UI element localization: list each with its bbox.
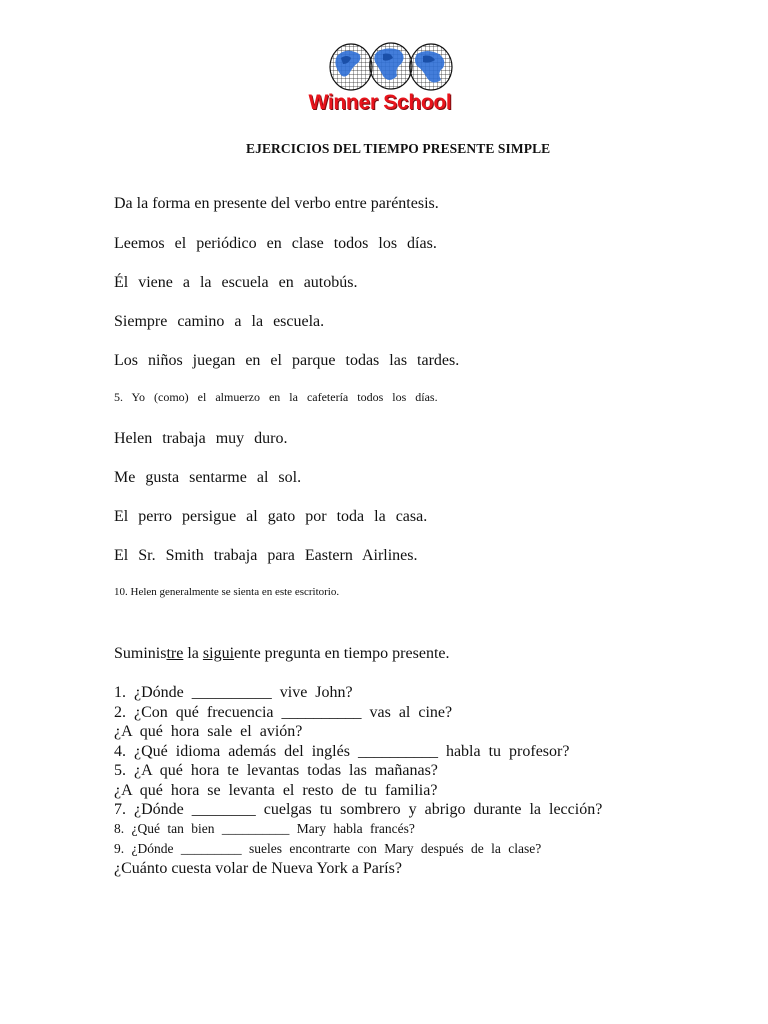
question-item: 9. ¿Dónde _________ sueles encontrarte con Mary después de la clase?: [114, 841, 542, 856]
school-name: Winner School: [308, 91, 452, 114]
part2-instruction: [114, 645, 449, 663]
question-item: ¿A qué hora se levanta el resto de tu familia?: [114, 782, 438, 799]
exercise-item: Me gusta sentarme al sol.: [114, 469, 302, 486]
exercise-item: 5. Yo (como) el almuerzo en la cafetería todos los días.: [114, 390, 438, 404]
instruction-text-underlined: sigui: [202, 645, 235, 662]
question-item: 5. ¿A qué hora te levantas todas las mañanas?: [114, 762, 438, 779]
instruction-text-underlined: tre: [166, 645, 184, 662]
instruction-text: ente pregunta en tiempo presente.: [234, 645, 450, 662]
instruction-text: Suminis: [114, 645, 167, 662]
question-item: 1. ¿Dónde __________ vive John?: [114, 684, 353, 701]
question-item: 4. ¿Qué idioma además del inglés __________ habla tu profesor?: [114, 743, 570, 760]
question-item: ¿Cuánto cuesta volar de Nueva York a París?: [114, 860, 402, 877]
world-map-globes-icon: [329, 42, 453, 92]
exercise-item: Los niños juegan en el parque todas las tardes.: [114, 352, 460, 369]
exercise-item: Leemos el periódico en clase todos los días.: [114, 235, 437, 252]
exercise-item: Siempre camino a la escuela.: [114, 313, 325, 330]
page-title: EJERCICIOS DEL TIEMPO PRESENTE SIMPLE: [246, 141, 551, 156]
instruction-text: la: [183, 645, 203, 662]
exercise-item: El Sr. Smith trabaja para Eastern Airlines.: [114, 547, 418, 564]
question-item: 8. ¿Qué tan bien __________ Mary habla francés?: [114, 821, 415, 836]
question-item: 7. ¿Dónde ________ cuelgas tu sombrero y abrigo durante la lección?: [114, 801, 603, 818]
question-item: 2. ¿Con qué frecuencia __________ vas al cine?: [114, 704, 453, 721]
part1-instruction: Da la forma en presente del verbo entre paréntesis.: [114, 195, 439, 212]
exercise-item: El perro persigue al gato por toda la casa.: [114, 508, 428, 525]
question-item: ¿A qué hora sale el avión?: [114, 723, 303, 740]
exercise-item: Él viene a la escuela en autobús.: [114, 274, 358, 291]
exercise-item: Helen trabaja muy duro.: [114, 430, 288, 447]
exercise-item: 10. Helen generalmente se sienta en este escritorio.: [114, 586, 340, 598]
